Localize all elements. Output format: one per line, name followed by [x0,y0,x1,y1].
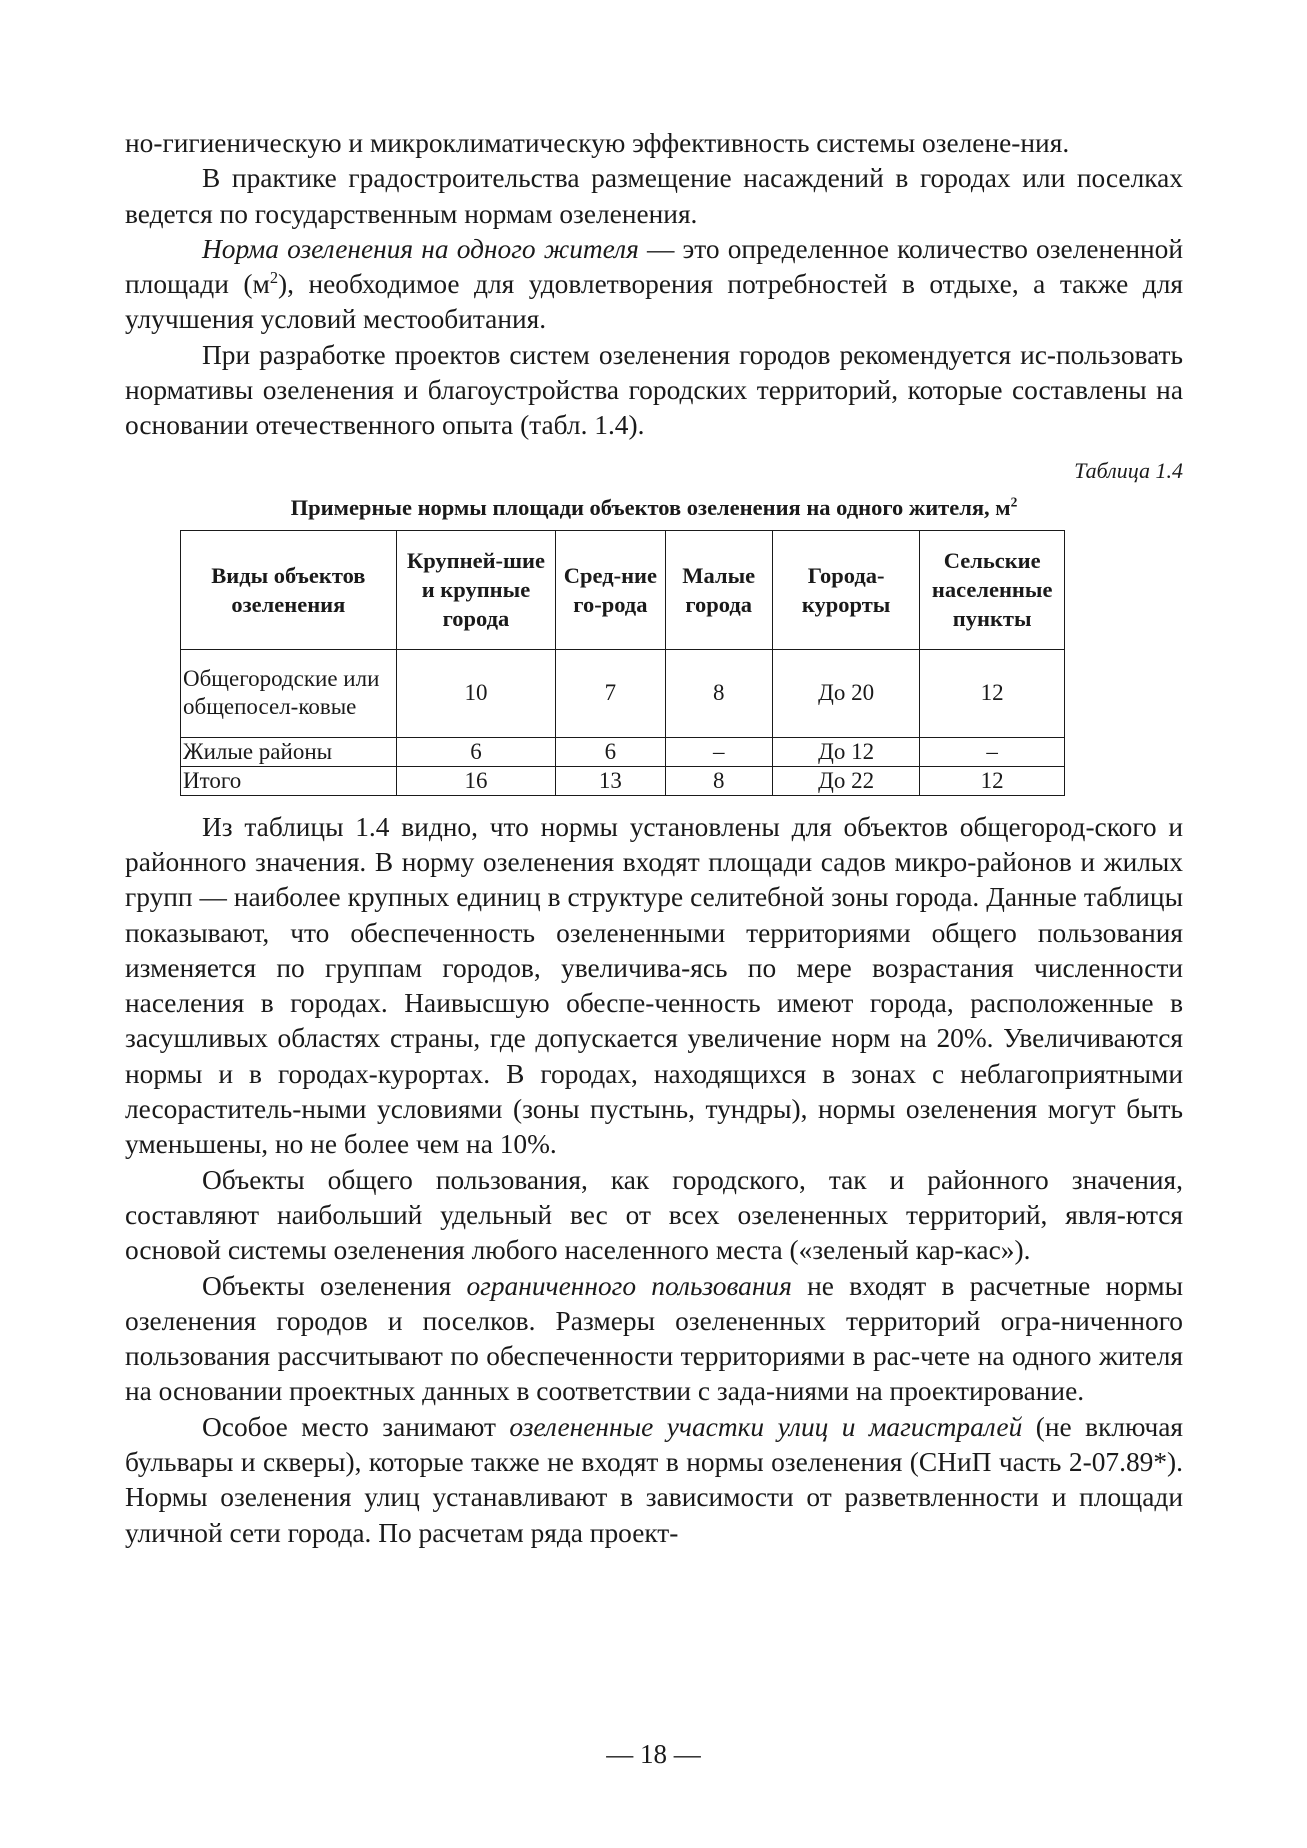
superscript-2: 2 [269,268,279,288]
row-label: Итого [181,766,397,795]
paragraph-2: В практике градостроительства размещение насаждений в городах или поселках ведется по государственным нормам озеленения. [125,163,1183,229]
paragraph-1: но-гигиеническую и микроклиматическую эффективность системы озелене-ния. [125,128,1070,158]
table-cell: 8 [665,766,772,795]
header-largest-cities: Крупней-шие и крупные города [396,530,556,649]
table-title [125,494,1183,522]
paragraph-3-text-b: ), необходимое для удовлетворения потребностей в отдыхе, а также для улучшения условий местообитания. [125,269,1183,335]
table-cell: 7 [556,649,665,737]
paragraph-8-text-a: Особое место занимают [202,1411,510,1442]
term-limited-use: ограниченного пользования [466,1270,792,1301]
paragraph-5: Из таблицы 1.4 видно, что нормы установлены для объектов общегород-ского и районного значения. В норму озеленения входят площади садов микро-районов и жилых групп — наиболее крупных единиц в структуре селитебной зоны города. Данные таблицы показывают, что обеспеченность озелененными территориями общего пользования изменяется по группам городов, увеличива-ясь по мере возрастания численности населения в городах. Наивысшую обеспе-ченность имеют города, расположенные в засушливых областях страны, где допускается увеличение норм на 20%. Увеличиваются нормы и в городах-курортах. В городах, находящихся в зонах с неблагоприятными лесораститель-ными условиями (зоны пустынь, тундры), нормы озеленения могут быть уменьшены, но не более чем на 10%. [125,811,1183,1160]
term-street-greenery: озелененные участки улиц и магистралей [509,1411,1023,1442]
paragraph-3-text-a: — это определенное количество озелененной площади (м [125,233,1184,300]
table-caption: Таблица 1.4 [1074,457,1183,483]
header-medium-cities: Сред-ние го-рода [556,530,665,649]
paragraph-7-text-a: Объекты озеленения [202,1270,467,1301]
paragraph-3 [125,232,1183,338]
table-row [181,649,1065,737]
table-cell: 12 [920,649,1065,737]
table-cell: 6 [396,737,556,766]
header-rural-settlements: Сельские населенные пункты [920,530,1065,649]
table-cell: – [665,737,772,766]
header-resort-cities: Города-курорты [772,530,919,649]
table-cell: 10 [396,649,556,737]
table-cell: До 12 [772,737,919,766]
table-cell: 12 [920,766,1065,795]
header-object-type: Виды объектов озеленения [181,530,397,649]
row-label: Жилые районы [181,737,397,766]
term-green-norm: Норма озеленения на одного жителя [202,233,639,264]
paragraph-7-text-b: не входят в расчетные нормы озеленения городов и поселков. Размеры озелененных территорий огра-ниченного пользования рассчитывают по обеспеченности территориями в рас-чете на одного жителя на основании проектных данных в соответствии с зада-ниями на проектирование. [125,1270,1183,1407]
table-title-text: Примерные нормы площади объектов озеленения на одного жителя, м [290,494,1011,520]
table-cell: 13 [556,766,665,795]
norms-table [180,530,1065,796]
row-label: Общегородские или общепосел-ковые [181,649,397,737]
page-number: — 18 — [606,1739,701,1769]
table-title-superscript: 2 [1010,494,1018,510]
paragraph-8 [125,1410,1183,1551]
table-row [181,737,1065,766]
table-cell: 8 [665,649,772,737]
table-cell: До 20 [772,649,919,737]
header-small-cities: Малые города [665,530,772,649]
table-cell: – [920,737,1065,766]
table-header-row [181,530,1065,649]
page-content [125,126,1183,1551]
table-row [181,766,1065,795]
paragraph-8-text-b: (не включая бульвары и скверы), которые также не входят в нормы озеленения (СНиП часть 2-07.89*). Нормы озеленения улиц устанавливают в зависимости от разветвленности и площади уличной сети города. По расчетам ряда проект- [125,1411,1183,1548]
paragraph-4: При разработке проектов систем озеленения городов рекомендуется ис-пользовать нормативы озеленения и благоустройства городских территорий, которые составлены на основании отечественного опыта (табл. 1.4). [125,339,1183,441]
paragraph-6: Объекты общего пользования, как городского, так и районного значения, составляют наибольший удельный вес от всех озелененных территорий, явля-ются основой системы озеленения любого населенного места («зеленый кар-кас»). [125,1164,1183,1266]
table-cell: 6 [556,737,665,766]
table-cell: 16 [396,766,556,795]
paragraph-7 [125,1269,1183,1410]
table-cell: До 22 [772,766,919,795]
